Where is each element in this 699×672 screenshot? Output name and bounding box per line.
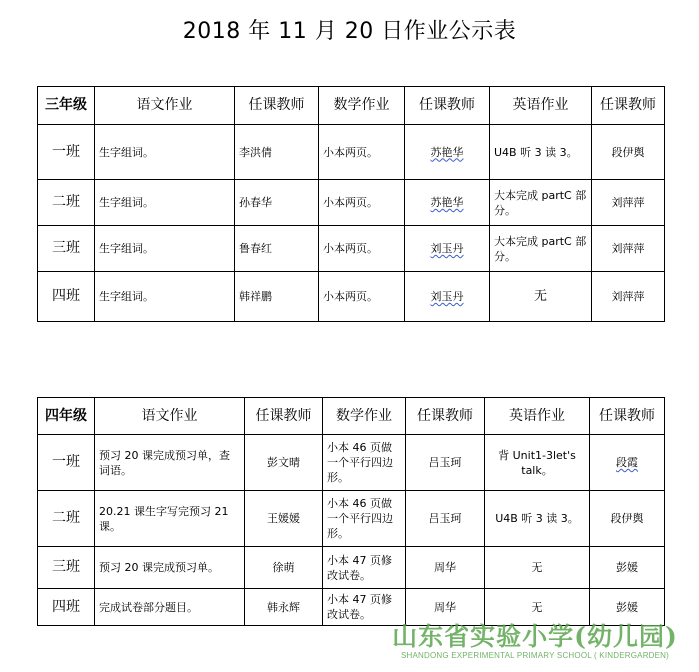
class-cell: 四班 — [38, 272, 95, 322]
math-teacher-header: 任课教师 — [406, 398, 485, 435]
table-row — [38, 272, 665, 322]
chinese-header: 语文作业 — [95, 398, 245, 435]
math-teacher-cell: 吕玉珂 — [406, 491, 485, 547]
english-teacher-cell: 刘萍萍 — [592, 272, 665, 322]
table-row — [38, 547, 665, 589]
math-header: 数学作业 — [319, 87, 405, 125]
english-teacher-cell: 刘萍萍 — [592, 226, 665, 272]
chinese-teacher-cell: 鲁春红 — [235, 226, 319, 272]
chinese-teacher-header: 任课教师 — [235, 87, 319, 125]
math-teacher-cell: 周华 — [406, 547, 485, 589]
school-watermark-logo — [385, 623, 685, 661]
school-name-cn: 山东省实验小学(幼儿园) — [392, 622, 678, 651]
table-row — [38, 125, 665, 180]
math-homework-cell: 小本两页。 — [319, 125, 405, 180]
english-teacher-header: 任课教师 — [592, 87, 665, 125]
math-homework-cell: 小本 47 页修改试卷。 — [323, 589, 406, 626]
chinese-teacher-cell: 彭文晴 — [245, 435, 323, 491]
table-row — [38, 491, 665, 547]
table-header-row — [38, 398, 665, 435]
chinese-homework-cell: 生字组词。 — [95, 180, 235, 226]
table-row — [38, 226, 665, 272]
english-teacher-cell: 段伊舆 — [590, 491, 665, 547]
chinese-teacher-cell: 韩永辉 — [245, 589, 323, 626]
table-row — [38, 180, 665, 226]
math-teacher-cell: 周华 — [406, 589, 485, 626]
math-homework-cell: 小本 46 页做一个平行四边形。 — [323, 435, 406, 491]
math-homework-cell: 小本 47 页修改试卷。 — [323, 547, 406, 589]
english-header: 英语作业 — [485, 398, 590, 435]
math-teacher-cell: 苏艳华 — [430, 196, 464, 209]
chinese-teacher-cell: 孙春华 — [235, 180, 319, 226]
english-teacher-header: 任课教师 — [590, 398, 665, 435]
chinese-teacher-cell: 韩祥鹏 — [235, 272, 319, 322]
class-cell: 一班 — [38, 435, 95, 491]
english-homework-cell: U4B 听 3 读 3。 — [490, 125, 592, 180]
class-cell: 四班 — [38, 589, 95, 626]
class-cell: 二班 — [38, 180, 95, 226]
english-homework-cell: 大本完成 partC 部分。 — [490, 226, 592, 272]
chinese-homework-cell: 20.21 课生字写完预习 21 课。 — [95, 491, 245, 547]
english-homework-cell: U4B 听 3 读 3。 — [485, 491, 590, 547]
grade-header: 三年级 — [38, 87, 95, 125]
grade4-homework-table — [37, 397, 665, 626]
table-row — [38, 435, 665, 491]
math-teacher-cell: 苏艳华 — [430, 145, 464, 159]
math-homework-cell: 小本 46 页做一个平行四边形。 — [323, 491, 406, 547]
chinese-teacher-cell: 李洪倩 — [235, 125, 319, 180]
grade3-homework-table — [37, 86, 665, 322]
english-teacher-cell: 彭媛 — [590, 547, 665, 589]
table-row — [38, 589, 665, 626]
math-homework-cell: 小本两页。 — [319, 226, 405, 272]
english-homework-cell: 无 — [485, 547, 590, 589]
english-teacher-cell: 段霞 — [616, 456, 638, 469]
math-homework-cell: 小本两页。 — [319, 272, 405, 322]
class-cell: 三班 — [38, 226, 95, 272]
page-title: 2018 年 11 月 20 日作业公示表 — [182, 19, 517, 44]
math-teacher-cell: 吕玉珂 — [406, 435, 485, 491]
english-homework-cell: 无 — [485, 589, 590, 626]
math-teacher-cell: 刘玉丹 — [430, 242, 464, 255]
english-teacher-cell: 刘萍萍 — [592, 180, 665, 226]
math-teacher-cell: 刘玉丹 — [430, 290, 464, 303]
chinese-homework-cell: 完成试卷部分题目。 — [95, 589, 245, 626]
class-cell: 一班 — [38, 125, 95, 180]
english-homework-cell: 背 Unit1-3let's talk。 — [485, 435, 590, 491]
math-homework-cell: 小本两页。 — [319, 180, 405, 226]
chinese-homework-cell: 生字组词。 — [95, 226, 235, 272]
chinese-homework-cell: 预习 20 课完成预习单。 — [95, 547, 245, 589]
math-header: 数学作业 — [323, 398, 406, 435]
english-homework-cell: 无 — [490, 272, 592, 322]
english-homework-cell: 大本完成 partC 部分。 — [490, 180, 592, 226]
english-header: 英语作业 — [490, 87, 592, 125]
class-cell: 二班 — [38, 491, 95, 547]
chinese-teacher-cell: 王媛媛 — [245, 491, 323, 547]
chinese-homework-cell: 生字组词。 — [95, 125, 235, 180]
grade-header: 四年级 — [38, 398, 95, 435]
chinese-teacher-cell: 徐萌 — [245, 547, 323, 589]
chinese-header: 语文作业 — [95, 87, 235, 125]
chinese-teacher-header: 任课教师 — [245, 398, 323, 435]
chinese-homework-cell: 生字组词。 — [95, 272, 235, 322]
school-name-en: SHANDONG EXPERIMENTAL PRIMARY SCHOOL ( KINDERGARDEN) — [400, 651, 670, 660]
table-header-row — [38, 87, 665, 125]
math-teacher-header: 任课教师 — [405, 87, 490, 125]
class-cell: 三班 — [38, 547, 95, 589]
english-teacher-cell: 段伊舆 — [592, 125, 665, 180]
english-teacher-cell: 彭媛 — [590, 589, 665, 626]
chinese-homework-cell: 预习 20 课完成预习单，查词语。 — [95, 435, 245, 491]
